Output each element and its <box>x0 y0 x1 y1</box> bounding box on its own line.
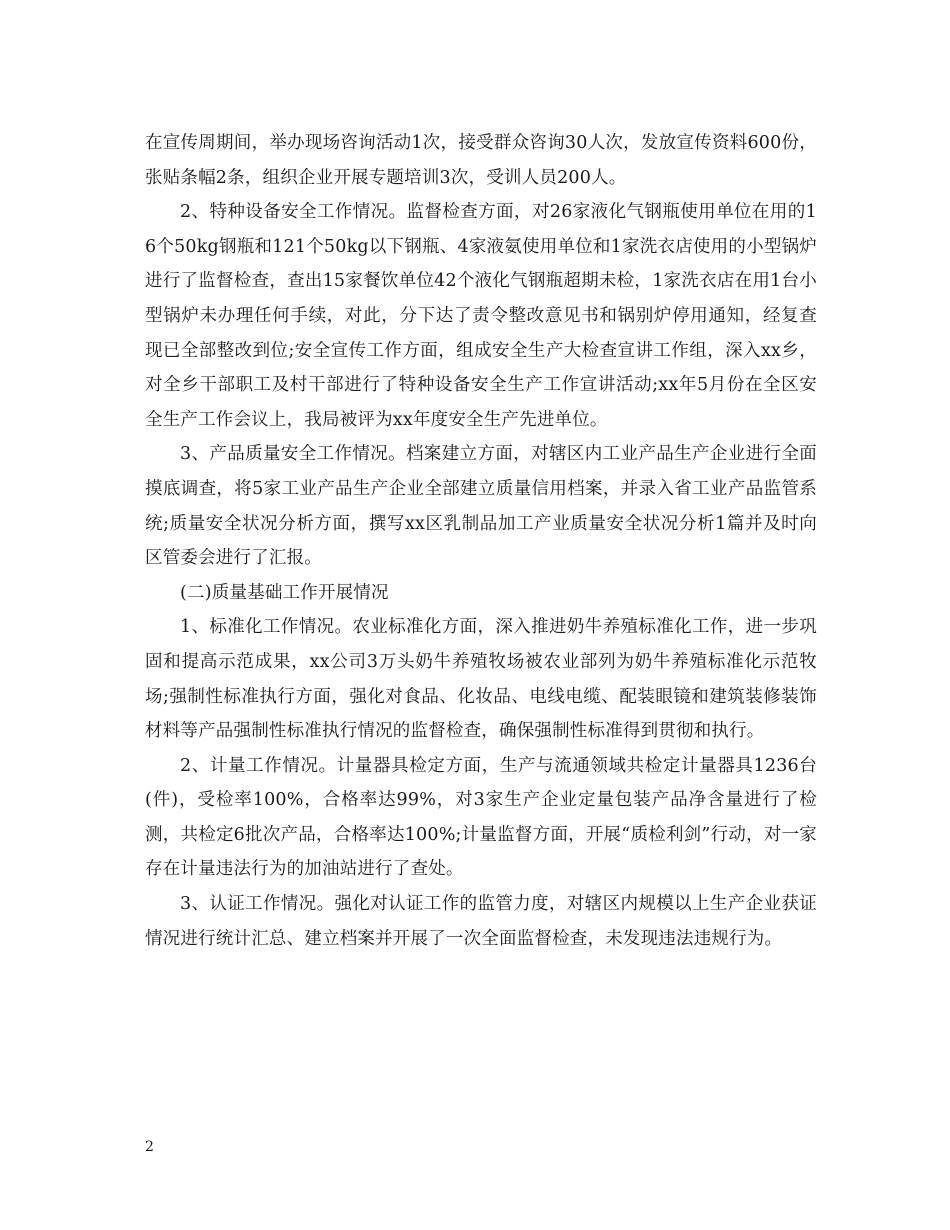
section-heading: (二)质量基础工作开展情况 <box>180 582 389 603</box>
page-number: 2 <box>145 1139 154 1155</box>
paragraph-1: 在宣传周期间，举办现场咨询活动1次，接受群众咨询30人次，发放宣传资料600份，张贴条幅2条，组织企业开展专题培训3次，受训人员200人。 <box>145 133 817 188</box>
paragraph-6: 3、认证工作情况。强化对认证工作的监管力度，对辖区内规模以上生产企业获证情况进行统计汇总、建立档案并开展了一次全面监督检查，未发现违法违规行为。 <box>145 894 817 949</box>
paragraph-2: 2、特种设备安全工作情况。监督检查方面，对26家液化气钢瓶使用单位在用的16个50kg钢瓶和121个50kg以下钢瓶、4家液氨使用单位和1家洗衣店使用的小型锅炉进行了监督检查，查出15家餐饮单位42个液化气钢瓶超期未检，1家洗衣店在用1台小型锅炉未办理任何手续，对此，分下达了责令整改意见书和锅别炉停用通知，经复查现已全部整改到位;安全宣传工作方面，组成安全生产大检查宣讲工作组，深入xx乡，对全乡干部职工及村干部进行了特种设备安全生产工作宣讲活动;xx年5月份在全区安全生产工作会议上，我局被评为xx年度安全生产先进单位。 <box>145 202 817 430</box>
paragraph-4: 1、标准化工作情况。农业标准化方面，深入推进奶牛养殖标准化工作，进一步巩固和提高示范成果，xx公司3万头奶牛养殖牧场被农业部列为奶牛养殖标准化示范牧场;强制性标准执行方面，强化对食品、化妆品、电线电缆、配装眼镜和建筑装修装饰材料等产品强制性标准执行情况的监督检查，确保强制性标准得到贯彻和执行。 <box>145 617 817 742</box>
paragraph-5: 2、计量工作情况。计量器具检定方面，生产与流通领域共检定计量器具1236台(件)，受检率100%，合格率达99%，对3家生产企业定量包装产品净含量进行了检测，共检定6批次产品，合格率达100%;计量监督方面，开展“质检利剑”行动，对一家存在计量违法行为的加油站进行了查处。 <box>145 755 817 880</box>
document-body <box>145 126 817 956</box>
paragraph-3: 3、产品质量安全工作情况。档案建立方面，对辖区内工业产品生产企业进行全面摸底调查，将5家工业产品生产企业全部建立质量信用档案，并录入省工业产品监管系统;质量安全状况分析方面，撰写xx区乳制品加工产业质量安全状况分析1篇并及时向区管委会进行了汇报。 <box>145 444 817 569</box>
